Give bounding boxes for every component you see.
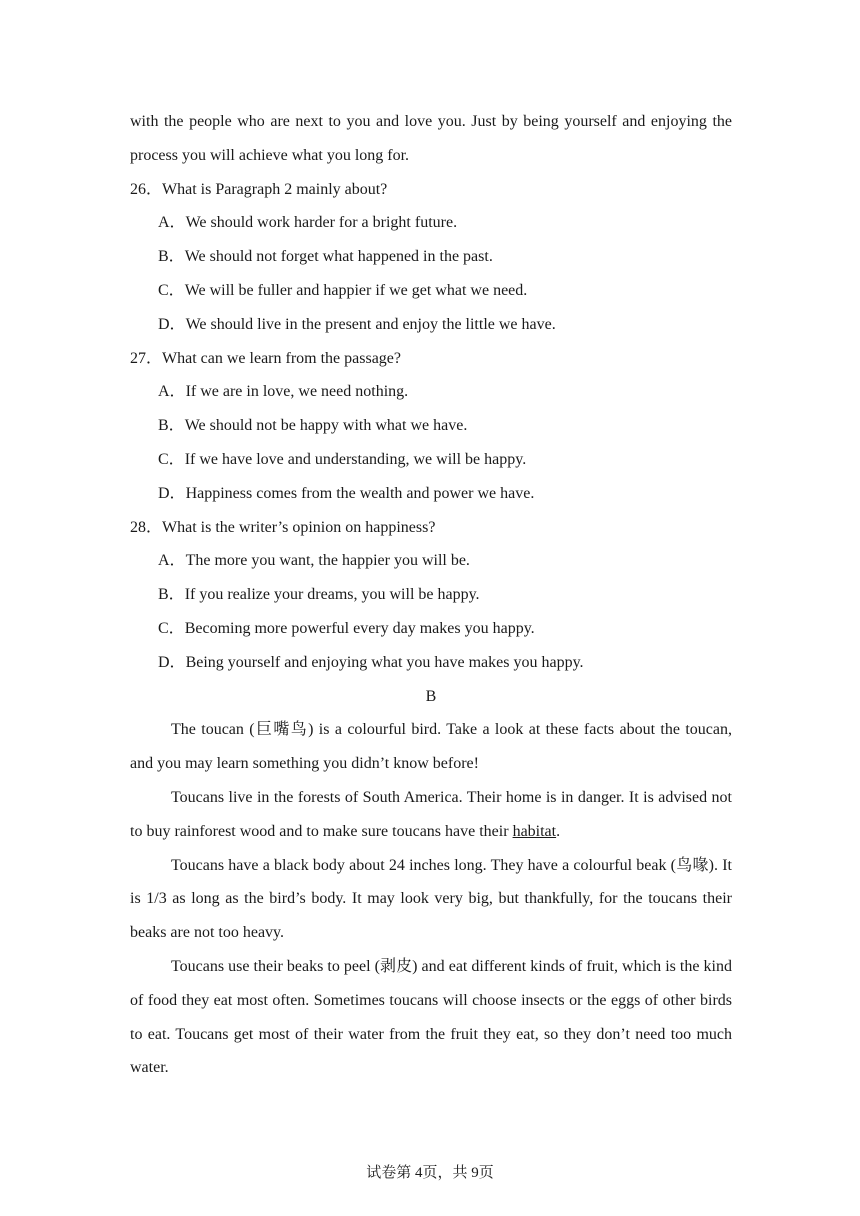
option-letter: D． [158, 653, 186, 671]
option-text: We should not forget what happened in the past. [184, 248, 493, 266]
option-letter: C． [158, 619, 185, 637]
option-d [130, 646, 732, 680]
option-text: Happiness comes from the wealth and power we have. [185, 484, 535, 502]
paragraph-text: Toucans live in the forests of South America. Their home is in danger. It is advised not to buy rainforest wood and to make sure toucans have their [130, 788, 732, 840]
question-27 [130, 342, 732, 511]
option-text: If we are in love, we need nothing. [185, 383, 409, 401]
section-heading: B [425, 687, 437, 705]
option-text: If we have love and understanding, we will be happy. [184, 450, 527, 468]
question-stem [130, 173, 732, 207]
question-26 [130, 173, 732, 342]
option-b [130, 409, 732, 443]
option-a [130, 375, 732, 409]
option-text: If you realize your dreams, you will be happy. [184, 586, 480, 604]
passage-paragraph-3: Toucans have a black body about 24 inches long. They have a colourful beak (鸟喙). It is 1/3 as long as the bird’s body. It may look very big, but thankfully, for the toucans their beaks are not too heavy. [130, 856, 732, 942]
option-letter: A． [158, 383, 186, 401]
option-letter: B． [158, 417, 185, 435]
option-d [130, 308, 732, 342]
option-text: We will be fuller and happier if we get what we need. [184, 281, 528, 299]
option-c [130, 443, 732, 477]
question-28 [130, 511, 732, 680]
option-a [130, 544, 732, 578]
question-number: 28． [130, 518, 163, 536]
option-text: We should live in the present and enjoy the little we have. [185, 315, 556, 333]
option-letter: C． [158, 281, 185, 299]
passage-paragraph-2 [130, 781, 732, 849]
option-letter: D． [158, 484, 186, 502]
option-text: The more you want, the happier you will be. [185, 552, 470, 570]
question-text: What can we learn from the passage? [162, 349, 402, 367]
option-text: Being yourself and enjoying what you have makes you happy. [185, 653, 584, 671]
option-letter: A． [158, 214, 186, 232]
question-number: 27． [130, 349, 163, 367]
question-stem [130, 511, 732, 545]
option-letter: B． [158, 586, 185, 604]
option-letter: A． [158, 552, 186, 570]
passage-paragraph-4: Toucans use their beaks to peel (剥皮) and eat different kinds of fruit, which is the kind of food they eat most often. Sometimes toucans will choose insects or the eggs of other birds to eat. Toucans get most of their water from the fruit they eat, so they don’t need too much water. [130, 957, 732, 1077]
option-a [130, 206, 732, 240]
option-letter: B． [158, 248, 185, 266]
option-text: Becoming more powerful every day makes you happy. [184, 619, 535, 637]
option-letter: C． [158, 450, 185, 468]
option-d [130, 477, 732, 511]
question-text: What is Paragraph 2 mainly about? [162, 180, 388, 198]
option-b [130, 240, 732, 274]
option-letter: D． [158, 315, 186, 333]
option-c [130, 612, 732, 646]
option-b [130, 578, 732, 612]
question-text: What is the writer’s opinion on happiness? [162, 518, 436, 536]
passage-continuation: with the people who are next to you and love you. Just by being yourself and enjoying the process you will achieve what you long for. [130, 113, 732, 164]
question-stem [130, 342, 732, 376]
question-number: 26． [130, 180, 163, 198]
passage-paragraph-1: The toucan (巨嘴鸟) is a colourful bird. Take a look at these facts about the toucan, and you may learn something you didn’t know before! [130, 721, 732, 773]
option-c [130, 274, 732, 308]
paragraph-text-end: . [556, 822, 561, 840]
exam-page [130, 105, 732, 1085]
option-text: We should not be happy with what we have. [184, 417, 468, 435]
page-footer: 试卷第 4页，共 9页 [366, 1165, 494, 1181]
underlined-word: habitat [512, 822, 557, 840]
option-text: We should work harder for a bright future. [185, 214, 458, 232]
